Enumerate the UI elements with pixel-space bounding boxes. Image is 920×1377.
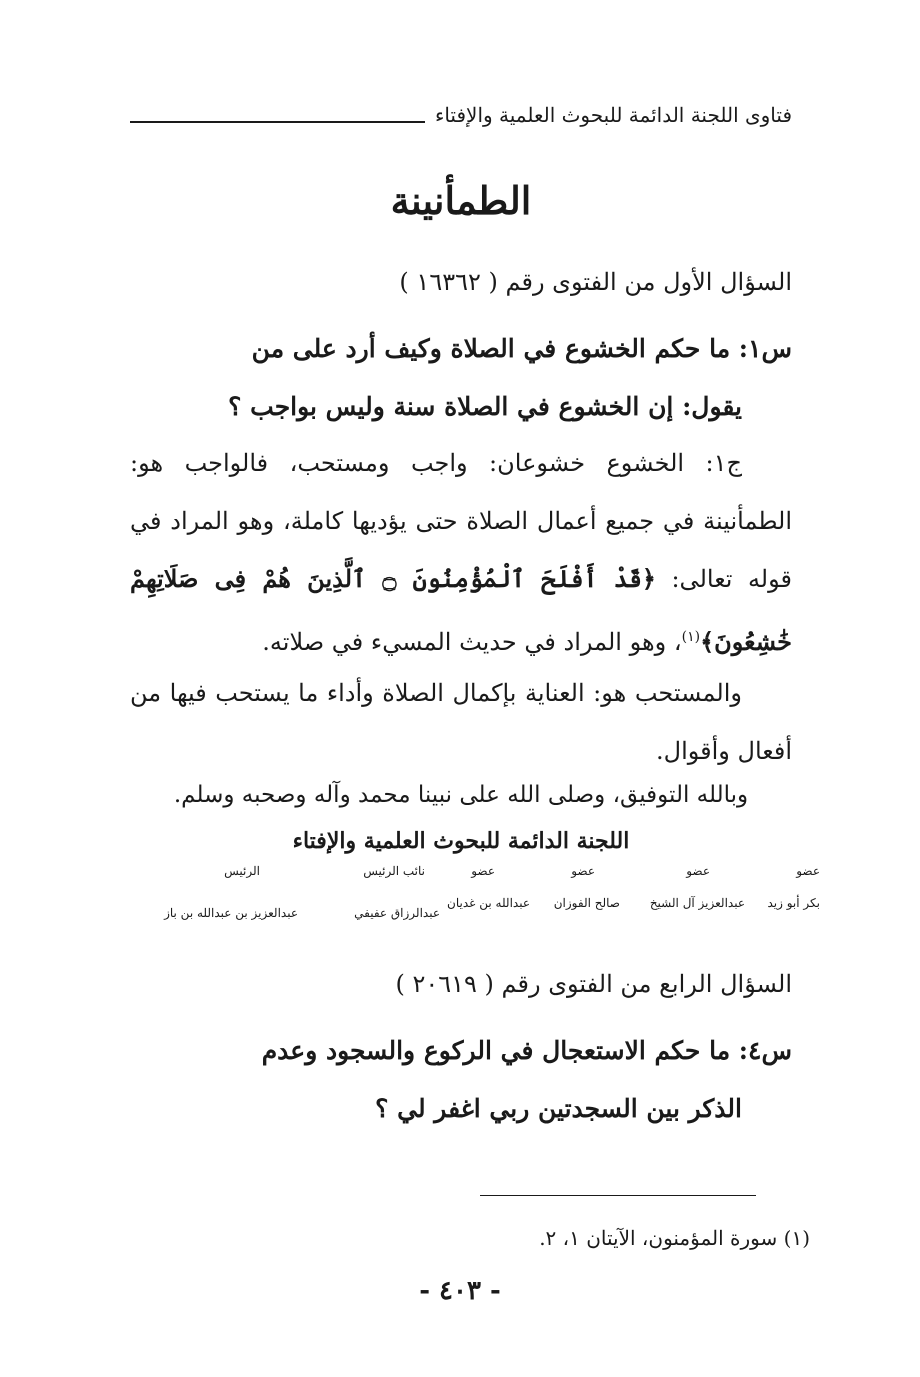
header-title: فتاوى اللجنة الدائمة للبحوث العلمية والإفتاء bbox=[434, 103, 792, 127]
member-name-6: عبدالعزيز بن عبدالله بن باز bbox=[164, 906, 298, 920]
question-1-line2: يقول: إن الخشوع في الصلاة سنة وليس بواجب ؟ bbox=[228, 392, 742, 421]
member-name-1: بكر أبو زيد bbox=[767, 896, 820, 910]
committee-name: اللجنة الدائمة للبحوث العلمية والإفتاء bbox=[292, 828, 630, 854]
answer-1-text-a: ج١: الخشوع خشوعان: واجب ومستحب، فالواجب هو: الطمأنينة في جميع أعمال الصلاة حتى يؤديها كاملة، وهو المراد في قوله تعالى: bbox=[130, 449, 792, 593]
footnote-text: (١) سورة المؤمنون، الآيتان ١، ٢. bbox=[539, 1226, 810, 1250]
footnote-reference: (١) bbox=[681, 629, 701, 645]
role-vice-president: نائب الرئيس bbox=[363, 864, 425, 878]
running-header bbox=[130, 100, 792, 130]
section-title: الطمأنينة bbox=[390, 178, 532, 223]
role-member-4: عضو bbox=[471, 864, 495, 878]
question-4-line2: الذكر بين السجدتين ربي اغفر لي ؟ bbox=[375, 1094, 742, 1123]
role-member-2: عضو bbox=[686, 864, 710, 878]
role-member-3: عضو bbox=[571, 864, 595, 878]
question-1-intro: السؤال الأول من الفتوى رقم ( ١٦٣٦٢ ) bbox=[399, 268, 792, 296]
page-number: - ٤٠٣ - bbox=[419, 1276, 501, 1306]
answer-1-paragraph-1 bbox=[130, 434, 792, 671]
header-rule bbox=[130, 121, 425, 123]
closing-statement: وبالله التوفيق، وصلى الله على نبينا محمد وآله وصحبه وسلم. bbox=[173, 782, 749, 808]
member-name-3: صالح الفوزان bbox=[553, 896, 620, 910]
question-4-intro: السؤال الرابع من الفتوى رقم ( ٢٠٦١٩ ) bbox=[395, 970, 792, 998]
footnote-rule bbox=[480, 1195, 756, 1196]
quran-verse: ﴿قَدْ أَفْلَحَ ٱلْمُؤْمِنُونَ ۝ ٱلَّذِينَ هُمْ فِى صَلَاتِهِمْ خَٰشِعُونَ﴾ bbox=[130, 564, 792, 656]
role-member-1: عضو bbox=[796, 864, 820, 878]
question-1-line1: س١: ما حكم الخشوع في الصلاة وكيف أرد على من bbox=[251, 334, 792, 363]
answer-1-paragraph-2: والمستحب هو: العناية بإكمال الصلاة وأداء ما يستحب فيها من أفعال وأقوال. bbox=[130, 679, 792, 765]
question-4-line1: س٤: ما حكم الاستعجال في الركوع والسجود وعدم bbox=[261, 1036, 792, 1065]
signatory-roles bbox=[120, 864, 820, 884]
member-name-2: عبدالعزيز آل الشيخ bbox=[649, 896, 745, 910]
answer-1-text-b: ، وهو المراد في حديث المسيء في صلاته. bbox=[262, 628, 682, 656]
question-4-text bbox=[130, 1022, 792, 1138]
member-name-5: عبدالرزاق عفيفي bbox=[354, 906, 440, 920]
member-name-4: عبدالله بن غديان bbox=[447, 896, 530, 910]
role-president: الرئيس bbox=[224, 864, 260, 878]
signatory-names bbox=[120, 896, 820, 936]
question-1-text bbox=[130, 320, 792, 436]
